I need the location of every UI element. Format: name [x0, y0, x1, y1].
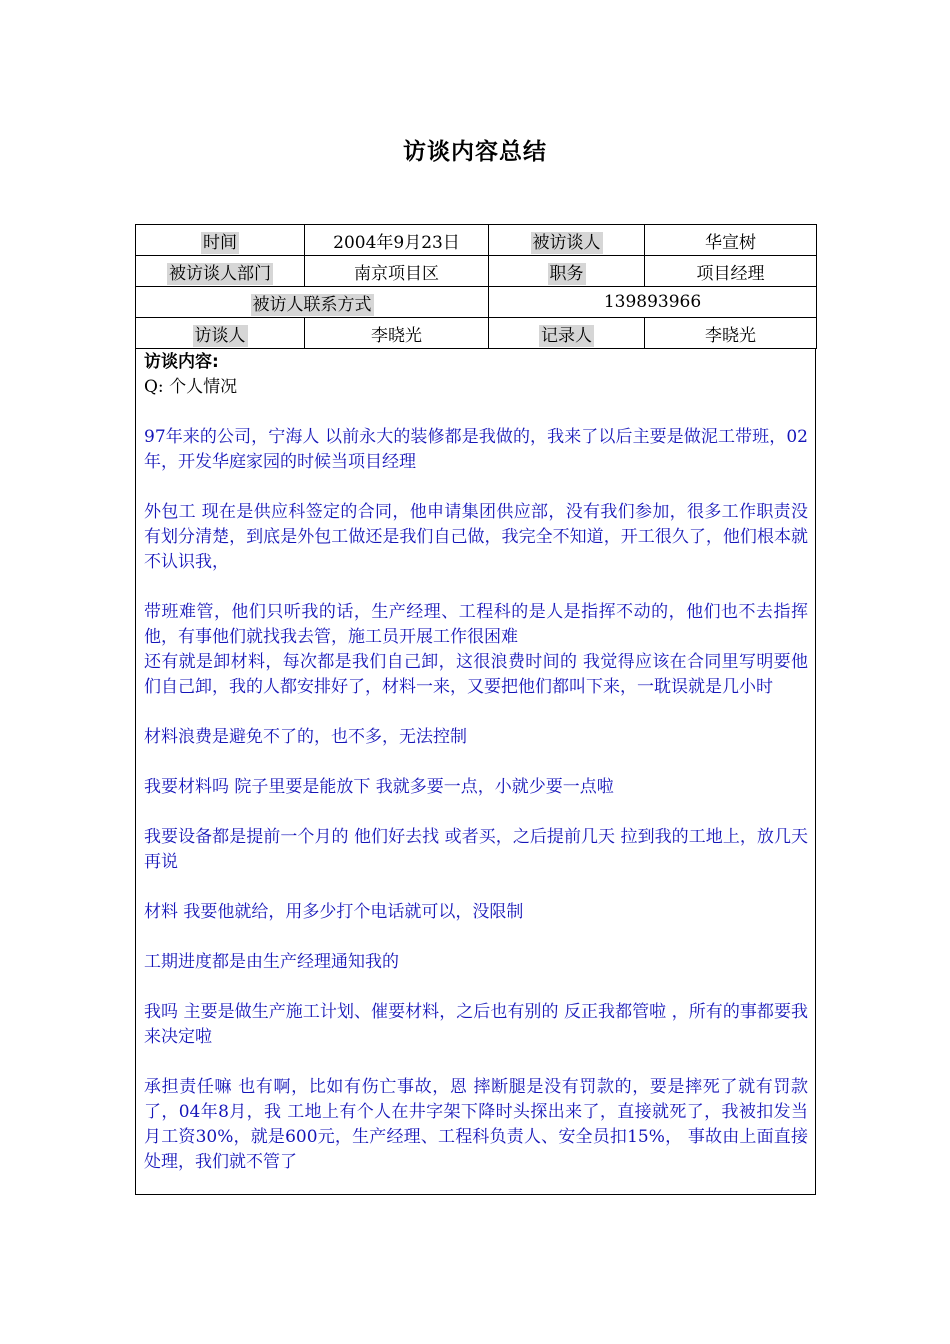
position-label-cell	[489, 256, 645, 287]
interviewee-label-cell	[489, 225, 645, 256]
table-row	[136, 287, 817, 318]
note-paragraph: 承担责任嘛 也有啊，比如有伤亡事故，恩 摔断腿是没有罚款的，要是摔死了就有罚款了，04年8月，我 工地上有个人在井字架下降时头探出来了，直接就死了，我被扣发当月工资30%，就是600元，生产经理、工程科负责人、安全员扣15%， 事故由上面直接处理，我们就不管了	[144, 1077, 808, 1172]
recorder-label: 记录人	[541, 325, 592, 346]
interviewee-value: 华宣树	[645, 225, 817, 256]
note-paragraph: 材料浪费是避免不了的，也不多，无法控制	[144, 727, 467, 747]
interviewee-label: 被访谈人	[532, 232, 601, 253]
note-paragraph: 带班难管，他们只听我的话，生产经理、工程科的是人是指挥不动的，他们也不去指挥他，有事他们就找我去管，施工员开展工作很困难	[144, 602, 808, 647]
contact-label: 被访人联系方式	[252, 294, 372, 315]
interview-notes	[144, 425, 808, 1175]
contact-value: 139893966	[489, 287, 817, 318]
recorder-label-cell	[489, 318, 645, 349]
note-paragraph: 我吗 主要是做生产施工计划、催要材料，之后也有别的 反正我都管啦 ，所有的事都要我来决定啦	[144, 1002, 808, 1047]
note-paragraph: 材料 我要他就给，用多少打个电话就可以，没限制	[144, 902, 524, 922]
dept-label: 被访谈人部门	[169, 263, 271, 284]
question-line: Q: 个人情况	[144, 377, 238, 397]
note-paragraph: 外包工 现在是供应科签定的合同，他申请集团供应部，没有我们参加，很多工作职责没有划分清楚，到底是外包工做还是我们自己做，我完全不知道，开工很久了，他们根本就不认识我，	[144, 502, 808, 572]
contact-label-cell	[136, 287, 489, 318]
dept-value: 南京项目区	[305, 256, 489, 287]
content-heading: 访谈内容:	[144, 352, 219, 372]
dept-label-cell	[136, 256, 305, 287]
note-paragraph: 我要设备都是提前一个月的 他们好去找 或者买，之后提前几天 拉到我的工地上，放几天再说	[144, 827, 808, 872]
table-row	[136, 318, 817, 349]
position-value: 项目经理	[645, 256, 817, 287]
table-row	[136, 225, 817, 256]
time-value: 2004年9月23日	[305, 225, 489, 256]
interviewer-label: 访谈人	[194, 325, 246, 346]
interviewer-value: 李晓光	[305, 318, 489, 349]
time-label: 时间	[203, 232, 237, 253]
position-label: 职务	[549, 263, 584, 284]
recorder-value: 李晓光	[645, 318, 817, 349]
interviewer-label-cell	[136, 318, 305, 349]
page-title: 访谈内容总结	[403, 139, 547, 165]
note-paragraph: 工期进度都是由生产经理通知我的	[144, 952, 399, 972]
info-table	[135, 224, 817, 349]
note-paragraph: 97年来的公司，宁海人 以前永大的装修都是我做的，我来了以后主要是做泥工带班，02年，开发华庭家园的时候当项目经理	[144, 427, 808, 472]
time-label-cell	[136, 225, 305, 256]
table-row	[136, 256, 817, 287]
note-paragraph: 我要材料吗 院子里要是能放下 我就多要一点，小就少要一点啦	[144, 777, 614, 797]
note-paragraph: 还有就是卸材料，每次都是我们自己卸，这很浪费时间的 我觉得应该在合同里写明要他们自己卸，我的人都安排好了，材料一来，又要把他们都叫下来，一耽误就是几小时	[144, 652, 808, 697]
